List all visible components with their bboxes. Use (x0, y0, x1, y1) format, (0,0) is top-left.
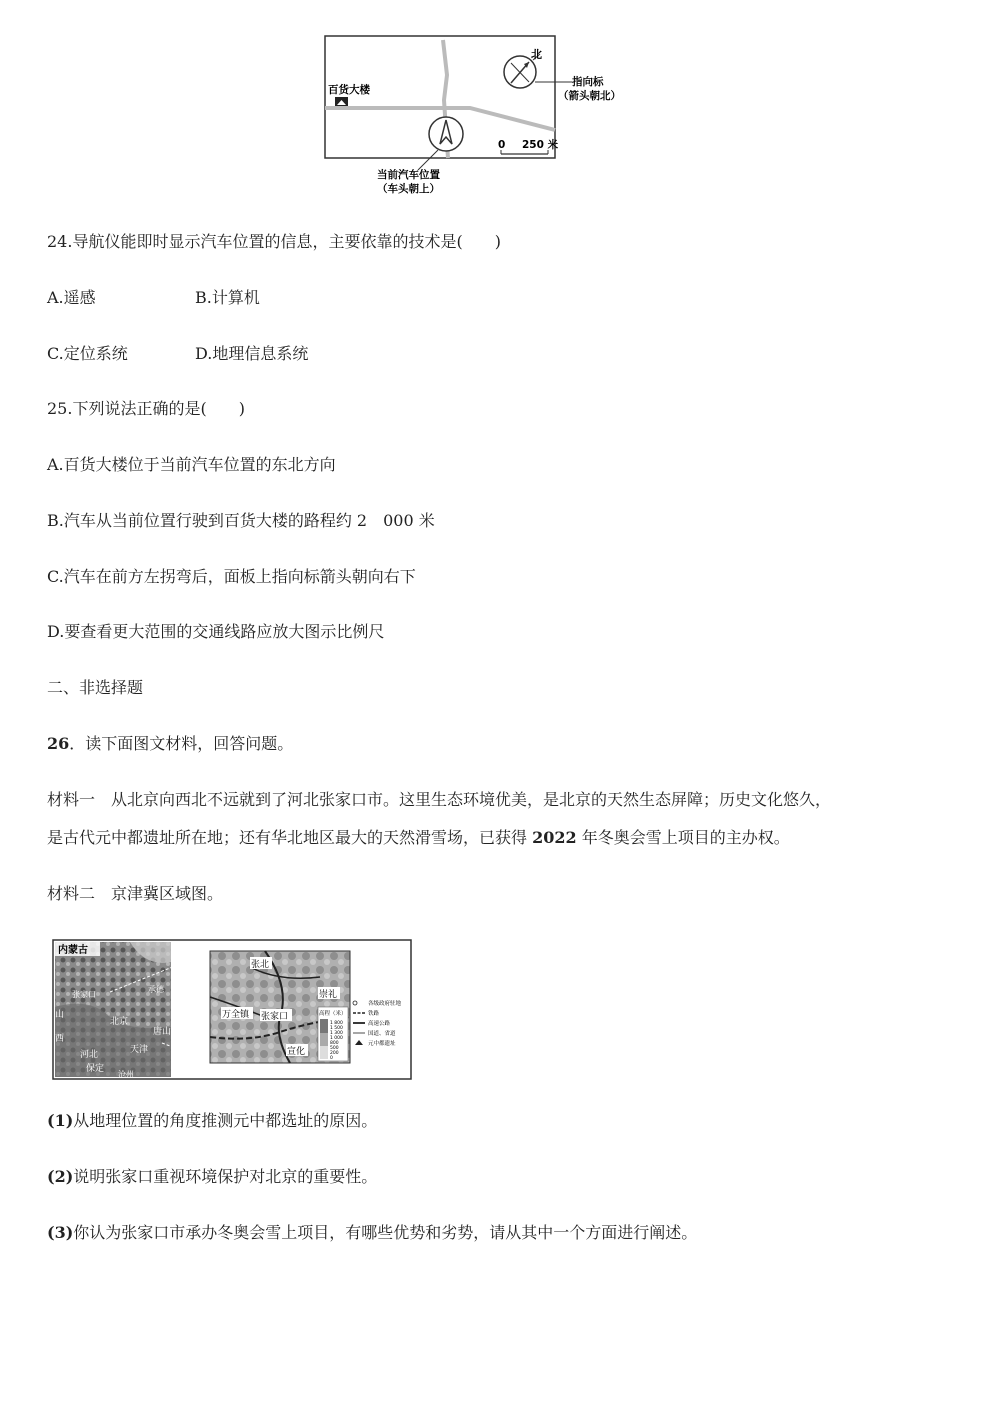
material-2: 材料二 京津冀区域图。 (47, 884, 224, 903)
legend-ruin: 元中都遗址 (368, 1041, 396, 1047)
label-zhangjiakou-region: 张家口 (72, 990, 96, 999)
q26-part-1 (47, 1111, 377, 1131)
elevation-title: 高程（米） (319, 1011, 347, 1017)
part-2-text: 说明张家口重视环境保护对北京的重要性。 (73, 1167, 378, 1186)
q25-option-b: B.汽车从当前位置行驶到百货大楼的路程约 2 000 米 (47, 511, 435, 530)
scale-value: 250 米 (522, 139, 559, 151)
label-zjk-city: 张家口 (261, 1012, 289, 1022)
legend-railway: 铁路 (368, 1011, 380, 1017)
elevation-tick: 1 300 (330, 1031, 343, 1036)
elevation-legend (318, 1007, 348, 1061)
legend-highway: 高速公路 (368, 1021, 391, 1027)
q24-stem: 24.导航仪能即时显示汽车位置的信息，主要依靠的技术是( ) (47, 232, 501, 251)
part-1-text: 从地理位置的角度推测元中都选址的原因。 (73, 1111, 378, 1130)
north-label: 北 (531, 48, 542, 61)
scale-zero: 0 (498, 139, 506, 151)
navigation-map (320, 30, 640, 200)
compass-note: （箭头朝北） (558, 90, 621, 102)
label-xi: 西 (55, 1034, 65, 1044)
label-inner-mongolia: 内蒙古 (58, 945, 88, 956)
q26-number: 26 (47, 734, 70, 753)
car-note: （车头朝上） (377, 183, 440, 195)
label-tianjin: 天津 (130, 1045, 149, 1055)
q25-option-d: D.要查看更大范围的交通线路应放大图示比例尺 (47, 622, 385, 641)
elevation-tick: 1 000 (330, 1036, 343, 1041)
store-icon (335, 97, 348, 106)
legend-gov: 各级政府驻地 (368, 1001, 402, 1007)
part-1-number: (1) (47, 1111, 74, 1130)
label-chongli: 崇礼 (319, 990, 338, 1000)
section-heading: 二、非选择题 (47, 678, 144, 697)
label-baoding: 保定 (86, 1064, 105, 1074)
q26-part-3 (47, 1223, 697, 1243)
q25-option-a: A.百货大楼位于当前汽车位置的东北方向 (47, 455, 336, 474)
q26-stem-text: ．读下面图文材料，回答问题。 (69, 734, 294, 753)
label-wanquan: 万全镇 (222, 1010, 250, 1020)
part-3-number: (3) (47, 1223, 74, 1242)
label-chengde: 承德 (148, 985, 164, 994)
material-1-text-b: 年冬奥会雪上项目的主办权。 (576, 828, 790, 847)
q24-option-b: B.计算机 (195, 288, 260, 307)
compass-label: 指向标 (572, 76, 604, 88)
elevation-tick: 0 (330, 1056, 333, 1061)
label-shan: 山 (55, 1010, 65, 1020)
store-label: 百货大楼 (328, 84, 370, 96)
material-1-line-2 (47, 828, 790, 848)
label-xuanhua: 宣化 (287, 1047, 306, 1057)
q25-stem: 25.下列说法正确的是( ) (47, 399, 245, 418)
q24-option-c: C.定位系统 (47, 344, 128, 363)
legend-road: 国道、省道 (368, 1031, 396, 1037)
label-beijing: 北京 (110, 1017, 129, 1027)
material-1-year: 2022 (532, 828, 577, 847)
car-icon (429, 117, 463, 151)
elevation-tick: 800 (330, 1041, 339, 1046)
label-tangshan: 唐山 (153, 1027, 172, 1037)
label-hebei: 河北 (80, 1050, 99, 1060)
material-1-line-1: 材料一 从北京向西北不远就到了河北张家口市。这里生态环境优美，是北京的天然生态屏障；历史文化悠久， (47, 790, 832, 809)
car-label: 当前汽车位置 (377, 169, 440, 181)
elevation-tick: 500 (330, 1046, 339, 1051)
q24-option-a: A.遥感 (47, 288, 96, 307)
region-map (50, 937, 415, 1082)
part-2-number: (2) (47, 1167, 74, 1186)
q24-option-d: D.地理信息系统 (195, 344, 309, 363)
material-1-text-a: 是古代元中都遗址所在地；还有华北地区最大的天然滑雪场，已获得 (47, 828, 533, 847)
label-zhangbei: 张北 (251, 960, 270, 970)
label-cangzhou: 沧州 (118, 1070, 134, 1079)
q25-option-c: C.汽车在前方左拐弯后，面板上指向标箭头朝向右下 (47, 567, 416, 586)
elevation-tick: 1 800 (330, 1021, 343, 1026)
q26-stem (47, 734, 293, 754)
elevation-tick: 1 500 (330, 1026, 343, 1031)
part-3-text: 你认为张家口市承办冬奥会雪上项目，有哪些优势和劣势，请从其中一个方面进行阐述。 (73, 1223, 698, 1242)
q26-part-2 (47, 1167, 377, 1187)
elevation-tick: 200 (330, 1051, 339, 1056)
